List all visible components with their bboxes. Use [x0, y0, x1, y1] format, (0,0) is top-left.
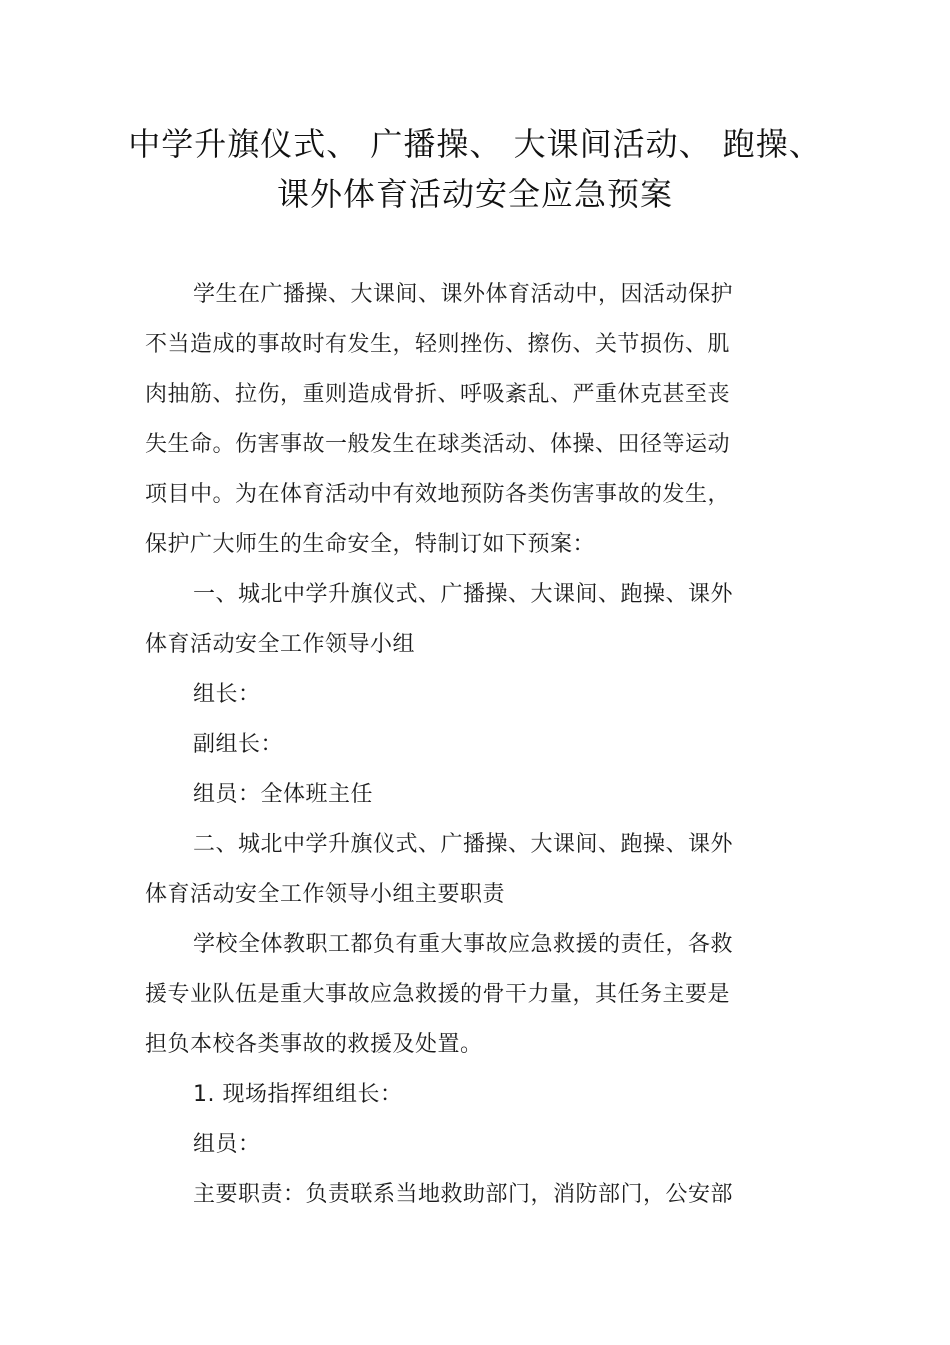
section-heading-line: 一、城北中学升旗仪式、广播操、大课间、跑操、课外 [193, 582, 734, 607]
list-item-line: 组员： [193, 1132, 261, 1157]
group-members-line: 组员：全体班主任 [193, 782, 374, 807]
paragraph-line: 肉抽筋、拉伤，重则造成骨折、呼吸紊乱、严重休克甚至丧 [145, 382, 731, 407]
paragraph-line: 学校全体教职工都负有重大事故应急救援的责任，各救 [193, 932, 734, 957]
document-title-line-1: 中学升旗仪式、 广播操、 大课间活动、 跑操、 [128, 125, 822, 163]
paragraph-line: 项目中。为在体育活动中有效地预防各类伤害事故的发生， [145, 482, 731, 507]
paragraph-line: 担负本校各类事故的救援及处置。 [145, 1032, 483, 1057]
paragraph-line: 援专业队伍是重大事故应急救援的骨干力量，其任务主要是 [145, 982, 731, 1007]
document-body [145, 270, 745, 1220]
paragraph-line: 不当造成的事故时有发生，轻则挫伤、擦伤、关节损伤、肌 [145, 332, 731, 357]
list-item-line: 主要职责：负责联系当地救助部门，消防部门，公安部 [193, 1182, 734, 1207]
document-title-line-2: 课外体育活动安全应急预案 [276, 175, 673, 213]
paragraph-line: 保护广大师生的生命安全，特制订如下预案： [145, 532, 596, 557]
section-heading-line: 体育活动安全工作领导小组 [145, 632, 416, 657]
paragraph-line: 学生在广播操、大课间、课外体育活动中，因活动保护 [193, 282, 734, 307]
section-heading-line: 体育活动安全工作领导小组主要职责 [145, 882, 506, 907]
paragraph-line: 失生命。伤害事故一般发生在球类活动、体操、田径等运动 [145, 432, 731, 457]
section-heading-line: 二、城北中学升旗仪式、广播操、大课间、跑操、课外 [193, 832, 734, 857]
list-item-line: 1. 现场指挥组组长： [193, 1082, 403, 1107]
group-leader-line: 组长： [193, 682, 261, 707]
deputy-leader-line: 副组长： [193, 732, 284, 757]
